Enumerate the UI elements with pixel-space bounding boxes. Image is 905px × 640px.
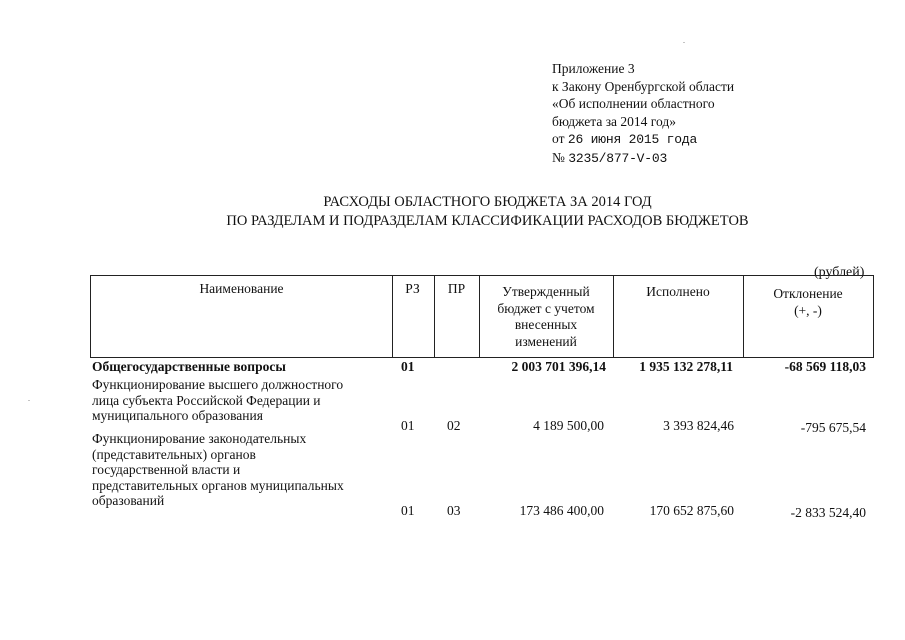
appendix-law: к Закону Оренбургской области (552, 78, 735, 94)
table-row-approved: 4 189 500,00 (533, 418, 604, 433)
table-row-name: Функционирование законодательных (представительных) органов государственной власти и представительных органов муниципальных образований (92, 431, 344, 508)
table-row-rz: 01 (401, 418, 415, 433)
table-row-deviation: -2 833 524,40 (790, 505, 866, 520)
table-row-name: Функционирование высшего должностного лица субъекта Российской Федерации и муниципального образования (92, 377, 344, 423)
title-line-2: ПО РАЗДЕЛАМ И ПОДРАЗДЕЛАМ КЛАССИФИКАЦИИ РАСХОДОВ БЮДЖЕТОВ (226, 213, 749, 229)
appendix-law-title-1: «Об исполнении областного (552, 96, 715, 112)
header-rz: РЗ (405, 281, 420, 296)
document-title (0, 193, 905, 231)
appendix-law-title-2: бюджета за 2014 год» (552, 113, 676, 129)
appendix-block (552, 60, 734, 168)
header-deviation: Отклонение (+, -) (773, 286, 843, 318)
table-row-pr: 03 (447, 503, 461, 518)
header-cell-rz (391, 275, 435, 358)
table-row-deviation: -795 675,54 (800, 420, 866, 435)
table-row-executed: 170 652 875,60 (649, 503, 734, 518)
table-row-rz: 01 (401, 359, 415, 374)
stamped-date: 26 июня 2015 года (567, 132, 698, 148)
title-line-1: РАСХОДЫ ОБЛАСТНОГО БЮДЖЕТА ЗА 2014 ГОД (323, 194, 652, 210)
table-row-executed: 3 393 824,46 (663, 418, 734, 433)
header-pr: ПР (447, 281, 466, 296)
header-cell-pr (434, 275, 480, 358)
table-row-rz: 01 (401, 503, 415, 518)
unit-label: (рублей) (814, 265, 865, 280)
table-row-deviation: -68 569 118,03 (784, 359, 866, 374)
scan-speck: . (28, 394, 30, 403)
stamped-number: 3235/877-V-03 (568, 150, 668, 166)
table-row-executed: 1 935 132 278,11 (639, 359, 733, 374)
scan-speck: . (683, 36, 685, 45)
header-cell-executed (613, 275, 744, 358)
table-row-pr: 02 (447, 418, 461, 433)
appendix-reg-number: № 3235/877-V-03 (552, 149, 668, 166)
table-row-approved: 173 486 400,00 (519, 503, 604, 518)
header-cell-deviation (743, 275, 874, 358)
header-executed: Исполнено (646, 284, 710, 299)
header-approved: Утвержденный бюджет с учетом внесенных изменений (497, 284, 595, 349)
header-name: Наименование (199, 281, 284, 296)
table-row-name: Общегосударственные вопросы (92, 359, 286, 374)
header-cell-approved (479, 275, 614, 358)
header-cell-name (90, 275, 393, 358)
table-row-approved: 2 003 701 396,14 (511, 359, 606, 374)
appendix-number: Приложение 3 (552, 61, 635, 76)
appendix-date: от 26 июня 2015 года (552, 131, 698, 148)
